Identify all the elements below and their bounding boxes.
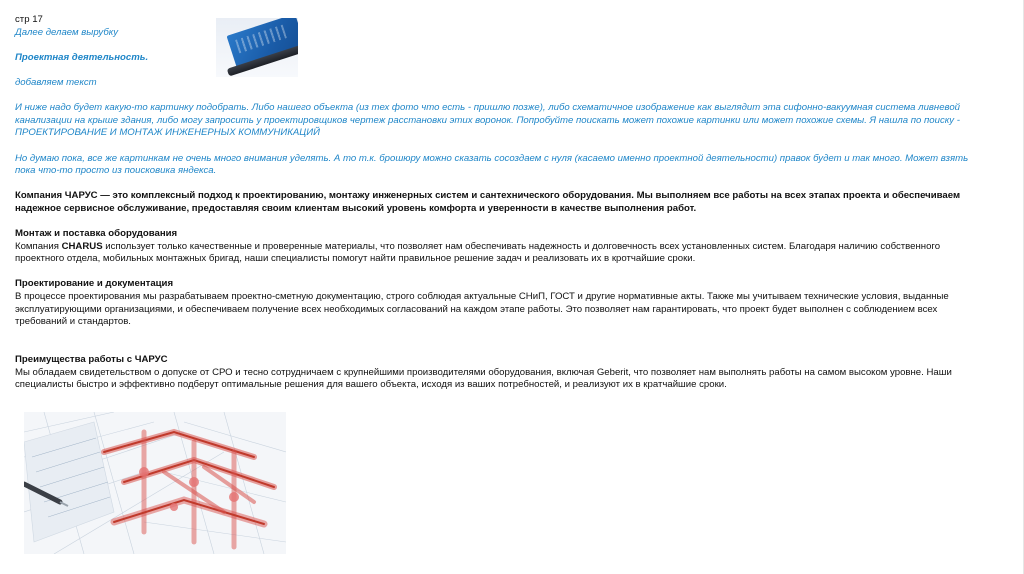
section-body-design: В процессе проектирования мы разрабатываем проектно-сметную документацию, строго соблюдая актуальные СНиП, ГОСТ и другие нормативные акты. Также мы учитываем технические условия, выданные эксплуатирующими организациями, и обеспечиваем получение всех необходимых согласований на каждом этапе работы. Это позволяет нам гарантировать, что проект будет выполнен с соблюдением всех требований и стандартов. bbox=[15, 291, 949, 328]
note-line-3: добавляем текст bbox=[15, 76, 97, 88]
note-paragraph-2: Но думаю пока, все же картинкам не очень много внимания уделять. А то т.к. брошюру можно сказать сосоздаем с нуля (касаемо именно проектной деятельности) правок будет и так много. Может взять пока что-то просто из поисковика яндекса. bbox=[15, 152, 969, 177]
note-line-2: Проектная деятельность. bbox=[15, 51, 149, 63]
note-paragraph-1: И ниже надо будет какую-то картинку подобрать. Либо нашего объекта (из тех фото что есть - пришлю позже), либо схематичное изображение как выглядит эта сифонно-вакуумная система ливневой канализации на крыше здания, либо могу запросить у проектировщиков чертеж расстановки этих воронок. Попробуйте поискать может похожие картинки или может похожие схемы. Я нашла по поиску - ПРОЕКТИРОВАНИЕ И МОНТАЖ ИНЖЕНЕРНЫХ КОММУНИКАЦИЙ bbox=[15, 102, 960, 139]
brand-name: CHARUS bbox=[61, 240, 103, 252]
intro-paragraph: Компания ЧАРУС — это комплексный подход к проектированию, монтажу инженерных систем и сантехнического оборудования. Мы выполняем все работы на всех этапах проекта и обеспечиваем надежное сервисное обслуживание, предоставляя своим клиентам высокий уровень комфорта и уверенности в качестве выполнения работ. bbox=[15, 190, 961, 214]
engineering-drawing-image bbox=[24, 412, 286, 554]
section-body-advantages: Мы обладаем свидетельством о допуске от СРО и тесно сотрудничаем с крупнейшими производителями оборудования, включая Geberit, что позволяет нам выполнять работы на самом высоком уровне. Наши специалисты быстро и эффективно подберут оптимальные решения для вашего объекта, исходя из ваших потребностей, и реализуют их в кратчайшие сроки. bbox=[15, 366, 952, 391]
section-body-installation: Компания CHARUS использует только качественные и проверенные материалы, что позволяет нам обеспечивать надежность и долговечность всех установленных систем. Благодаря наличию собственного проектного отдела, мобильных монтажных бригад, наши специалисты помогут найти правильное решение задач и реализовать их в кротчайшие сроки. bbox=[15, 240, 941, 265]
section-heading-installation: Монтаж и поставка оборудования bbox=[15, 228, 178, 240]
section-heading-advantages: Преимущества работы с ЧАРУС bbox=[15, 354, 168, 366]
page-label: стр 17 bbox=[15, 14, 43, 25]
section-heading-design: Проектирование и документация bbox=[15, 278, 174, 290]
note-line-1: Далее делаем вырубку bbox=[15, 26, 119, 38]
text-block bbox=[15, 14, 970, 392]
